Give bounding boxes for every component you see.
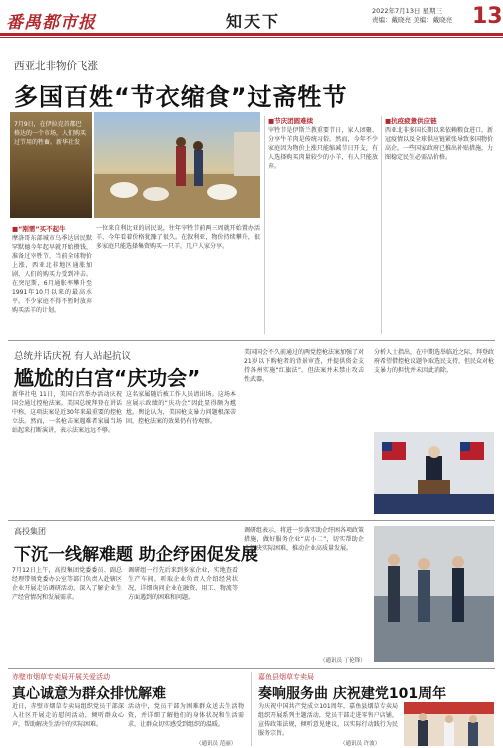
story1-body-col1: 摩洛哥东部城市乌季达居民默罕默德今年起早就开始攒钱，准备过宰牲节，当前全球物价上涨，西亚北非地区通胀加剧，人们的购买力受到冲击。在突尼斯，6月通胀率攀升至1991年10月以来的最高水平。不少家庭不得不暂时放弃购买活羊的计划。 [12,235,92,314]
story1-divider-1 [264,116,265,334]
story3-kicker: 高投集团 [14,527,46,536]
story1-body-col2: 一位来自利比亚的居民说，往年宰牲节前两三周就开始置办活羊，今年看着价格犹豫了很久。在叙利亚，物价持续攀升，很多家庭只能选择集资购买一只羊，几户人家分享。 [96,225,260,250]
dateline [372,7,452,25]
date-line-2: 责编：戴晓亮 美编：戴晓亮 [372,16,453,24]
story1-kicker: 西亚北非物价飞涨 [14,60,98,72]
divider-story1-story2 [8,340,495,341]
story4-headline: 真心诚意为群众排忧解难 [12,686,166,702]
story4-body-col1: 近日，赤壁市烟草专卖局组织党员干部深入社区开展走访慰问活动，倾听群众心声，帮助解决生活中的实际困难。 [12,703,124,728]
story1-lead-head: ■“刚需”买不起牛 [12,225,66,233]
story1-body-col4: 西亚北非多国长期以来依赖粮食进口，新冠疫情以及全球供应链紧张导致多国物价高企。一些国家政府已推出补贴措施，力图稳定民生必需品价格。 [385,127,493,161]
divider-story2-story3 [8,520,495,521]
masthead-rule [0,33,503,36]
story4-author: （通讯员 范丽） [196,741,237,747]
story4-kicker: 赤壁市烟草专卖局开展关爱活动 [12,673,110,681]
story4-body-col2: 活动中，党员干部为困难群众送去生活物资，并详细了解他们的身体状况和生活需求，让群众切实感受到组织的温暖。 [128,703,244,728]
story3-headline: 下沉一线解难题 助企纾困促发展 [14,545,258,565]
story1-headline: 多国百姓“节衣缩食”过斋牲节 [14,83,348,111]
story1-photo-main [94,112,260,218]
page-number: 13 [472,4,503,29]
story2-headline: 尴尬的白宫“庆功会” [14,366,201,390]
section-name: 知天下 [226,12,281,31]
story2-body-col1: 新华社电 11日，美国白宫举办活动庆祝国会通过控枪法案。美国总统拜登在讲话中称，这项法案是近30年来最重要的控枪立法。然而，一名枪击案遇难者家属当场站起来打断演讲，表示法案远远不够。 [12,391,122,434]
story5-body: 为庆祝中国共产党成立101周年，嘉鱼县烟草专卖局组织开展系列主题活动，党员干部走进零售户店铺，宣传政策法规，倾听意见建议，以实际行动践行为民服务宗旨。 [258,703,398,737]
story1-body-col3: 宰牲节是伊斯兰教重要节日，家人团聚、分享牛羊肉是传统习俗。然而，今年不少家庭因为物价上涨只能缩减节日开支，有人选择购买肉量较少的小羊，有人只能放弃。 [268,127,378,170]
masthead-logo: 番禺都市报 [6,13,96,33]
story5-author: （通讯员 许波） [340,741,381,747]
story3-photo [374,526,494,662]
story1-col4-head: ■抗疫疲惫供应链 [385,117,437,125]
story3-body-col3: 调研组表示，将进一步落实助企纾困各项政策措施，做好服务企业“店小二”，切实帮助企业解决实际困难，推动企业高质量发展。 [244,527,364,552]
story5-photo [404,702,494,746]
story3-body-col1: 7月12日上午，高投集团党委委员、副总经理带领党委办公室等部门负责人赴辖区企业开展走访调研活动，深入了解企业生产经营情况和发展需求。 [12,567,122,601]
story1-divider-2 [381,116,382,334]
story2-body-col2: 这名家属随后被工作人员请出场。这场本应展示政绩的“庆功会”因此显得颇为尴尬。舆论认为，美国枪支暴力问题根深蒂固，控枪法案的效果仍有待观察。 [126,391,236,425]
story1-col3-head: ■节庆团圆难续 [268,117,314,125]
story2-body-col4: 分析人士指出，在中期选举临近之际，拜登政府希望借控枪议题争取选民支持，但民众对枪支暴力的担忧并未因此消除。 [374,349,494,374]
story2-kicker: 总统并话庆祝 有人站起抗议 [14,351,132,362]
story3-author: （通讯员 丁伦锋） [320,658,366,664]
story2-photo [374,432,494,514]
story5-headline: 奏响服务曲 庆祝建党101周年 [258,686,447,702]
story1-photo-caption: 7月9日，在伊拉克首都巴格达的一个市场，人们购买过节用的牲畜。新华社发 [14,121,86,146]
story2-body-col3: 美国国会不久前通过的两党控枪法案加强了对21岁以下购枪者的背景审查，并提供资金支持各州实施“红旗法”。但法案并未禁止攻击性武器。 [244,349,364,383]
date-line-1: 2022年7月13日 星期三 [372,7,443,15]
masthead-rule-thin [0,37,503,38]
story3-body-col2: 调研组一行先后来到多家企业，实地查看生产车间，听取企业负责人介绍经营状况，详细询问企业在融资、用工、物流等方面遇到的困难和问题。 [128,567,238,601]
story5-kicker: 嘉鱼县烟草专卖局 [258,673,314,681]
bottom-divider [251,672,252,746]
divider-story3-bottom [8,668,495,669]
